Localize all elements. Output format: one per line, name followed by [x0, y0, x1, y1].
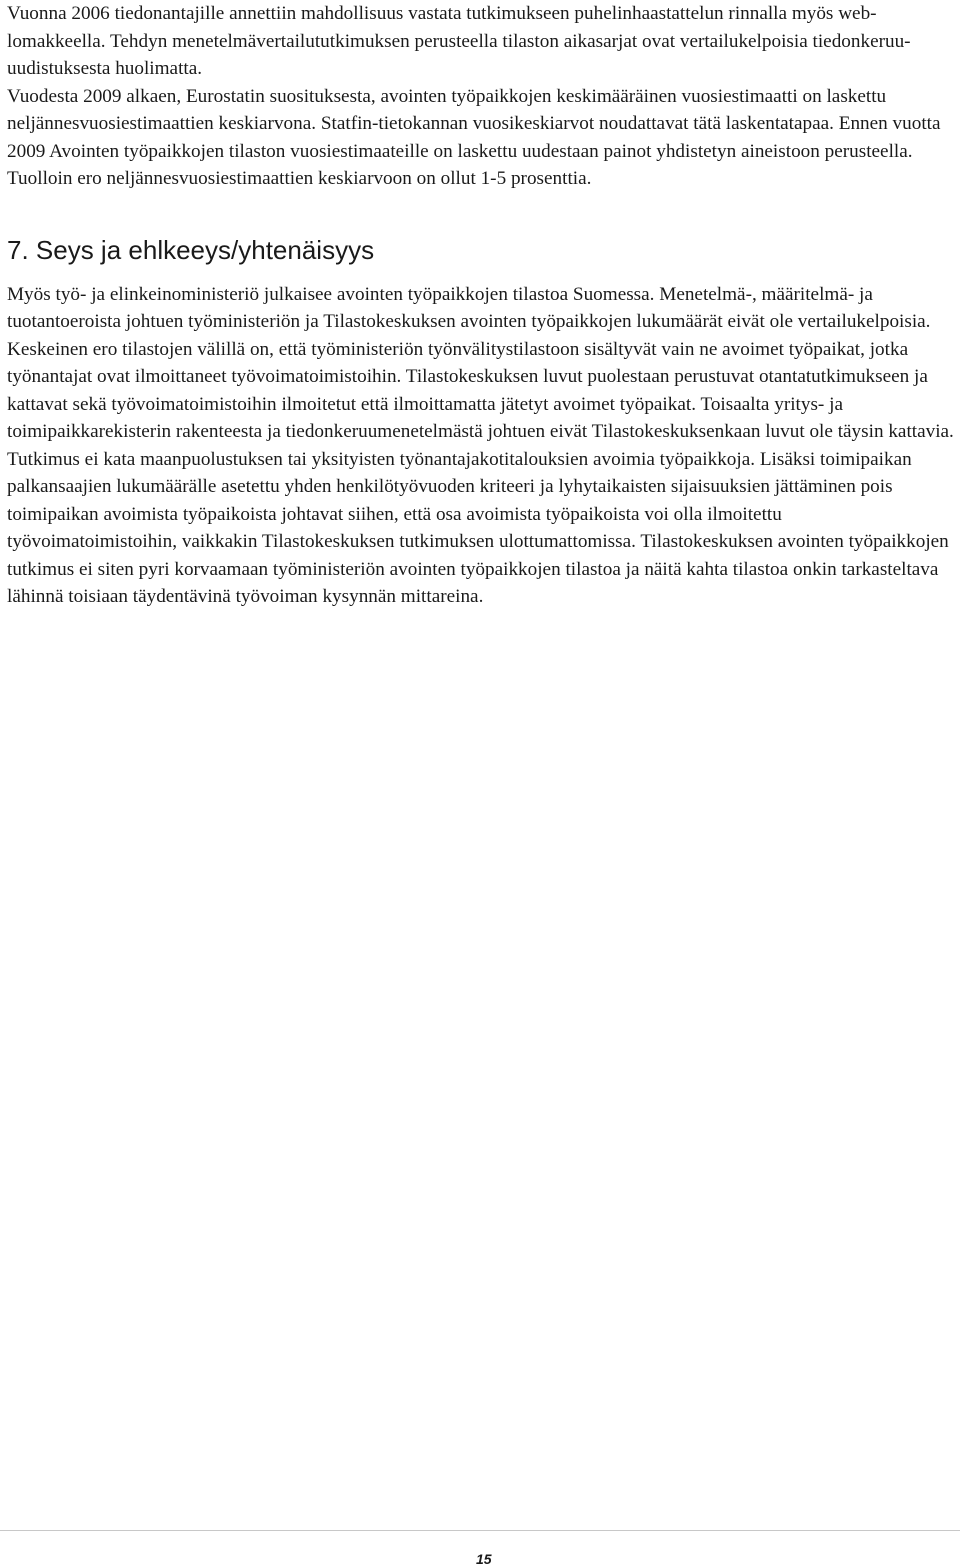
page-number: 15: [476, 1551, 492, 1567]
paragraph-survey-method: Vuonna 2006 tiedonantajille annettiin mahdollisuus vastata tutkimukseen puhelinhaastattelun rinnalla myös web-lomakkeella. Tehdyn menetelmävertailututkimuksen perusteella tilaston aikasarjat ovat vertailukelpoisia tiedonkeruu-uudistuksesta huolimatta.: [7, 3, 911, 79]
section-heading: 7. Seys ja ehlkeeys/yhtenäisyys: [7, 234, 375, 265]
document-page: [7, 0, 955, 611]
paragraph-comparability: Myös työ- ja elinkeinoministeriö julkaisee avointen työpaikkojen tilastoa Suomessa. Menetelmä-, määritelmä- ja tuotantoeroista johtuen työministeriön ja Tilastokeskuksen avointen työpaikkojen lukumäärät eivät ole vertailukelpoisia. Keskeinen ero tilastojen välillä on, että työministeriön työnvälitystilastoon sisältyvät vain ne avoimet työpaikat, jotka työnantajat ovat ilmoittaneet työvoimatoimistoihin. Tilastokeskuksen luvut puolestaan perustuvat otantatutkimukseen ja kattavat sekä työvoimatoimistoihin ilmoitetut että ilmoittamatta jätetyt avoimet työpaikat. Toisaalta yritys- ja toimipaikkarekisterin rakenteesta ja tiedonkeruumenetelmästä johtuen eivät Tilastokeskuksenkaan luvut ole täysin kattavia. Tutkimus ei kata maanpuolustuksen tai yksityisten työnantajakotitalouksien avoimia työpaikkoja. Lisäksi toimipaikan palkansaajien lukumäärälle asetettu yhden henkilötyövuoden kriteeri ja lyhytaikaisten sijaisuuksien jättäminen pois toimipaikan avoimista työpaikoista johtavat siihen, että osa avoimista työpaikoista voi olla ilmoitettu työvoimatoimistoihin, vaikkakin Tilastokeskuksen tutkimuksen ulottumattomissa. Tilastokeskuksen avointen työpaikkojen tutkimus ei siten pyri korvaamaan työministeriön avointen työpaikkojen tilastoa ja näitä kahta tilastoa onkin tarkasteltava lähinnä toisiaan täydentävinä työvoiman kysynnän mittareina.: [7, 283, 954, 607]
footer-divider: [0, 1530, 960, 1531]
paragraph-annual-estimate: Vuodesta 2009 alkaen, Eurostatin suosituksesta, avointen työpaikkojen keskimääräinen vuosiestimaatti on laskettu neljännesvuosiestimaattien keskiarvona. Statfin-tietokannan vuosikeskiarvot noudattavat tätä laskentatapaa. Ennen vuotta 2009 Avointen työpaikkojen tilaston vuosiestimaateille on laskettu uudestaan painot yhdistetyn aineistoon perusteella. Tuolloin ero neljännesvuosiestimaattien keskiarvoon on ollut 1-5 prosenttia.: [7, 85, 941, 189]
